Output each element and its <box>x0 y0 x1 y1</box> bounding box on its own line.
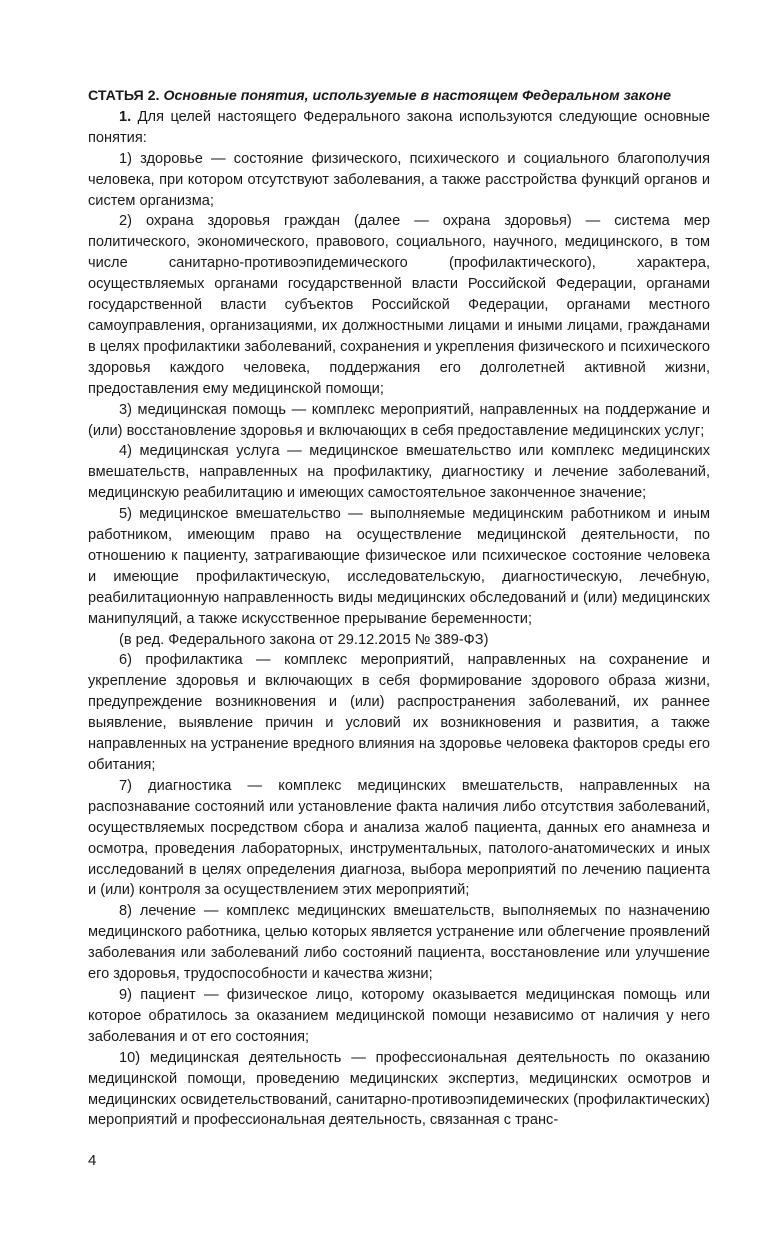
definition-prevention: 6) профилактика — комплекс мероприятий, направленных на сохранение и укрепление здоровья и включающих в себя формирование здорового образа жизни, предупреждение возникновения и (или) распространения заболеваний, их раннее выявление, выявление причин и условий их возникновения и развития, а также направленных на устранение вредного влияния на здоровье человека факторов среды его обитания; <box>88 652 710 773</box>
paragraph-text: Для целей настоящего Федерального закона используются следующие основные понятия: <box>88 108 711 146</box>
article-heading <box>88 86 710 107</box>
article-label: СТАТЬЯ 2. <box>88 88 160 104</box>
paragraph-number: 1. <box>119 108 132 125</box>
page-number: 4 <box>88 1152 97 1169</box>
definition-patient: 9) пациент — физическое лицо, которому оказывается медицинская помощь или которое обратилось за оказанием медицинской помощи независимо от наличия у него заболевания и от его состояния; <box>88 986 710 1045</box>
definition-medical-activity: 10) медицинская деятельность — профессиональная деятельность по оказанию медицинской помощи, проведению медицинских экспертиз, медицинских осмотров и медицинских освидетельствований, санитарно-противоэпидемических (профилактических) мероприятий и профессиональная деятельность, связанная с транс- <box>88 1049 710 1129</box>
document-page <box>88 86 710 1131</box>
article-title: Основные понятия, используемые в настоящем Федеральном законе <box>163 88 671 104</box>
definition-medical-service: 4) медицинская услуга — медицинское вмешательство или комплекс медицинских вмешательств, направленных на профилактику, диагностику и лечение заболеваний, медицинскую реабилитацию и имеющих самостоятельное законченное значение; <box>88 443 710 502</box>
paragraph-1 <box>88 107 710 149</box>
definition-treatment: 8) лечение — комплекс медицинских вмешательств, выполняемых по назначению медицинского работника, целью которых является устранение или облегчение проявлений заболевания или заболеваний либо состояний пациента, восстановление или улучшение его здоровья, трудоспособности и качества жизни; <box>88 903 710 983</box>
definition-medical-care: 3) медицинская помощь — комплекс мероприятий, направленных на поддержание и (или) восстановление здоровья и включающих в себя предоставление медицинских услуг; <box>88 401 710 439</box>
definition-health-protection: 2) охрана здоровья граждан (далее — охрана здоровья) — система мер политического, экономического, правового, социального, научного, медицинского, в том числе санитарно-противоэпидемического (профилактического), характера, осуществляемых органами государственной власти Российской Федерации, органами государственной власти субъектов Российской Федерации, органами местного самоуправления, организациями, их должностными лицами и иными лицами, гражданами в целях профилактики заболеваний, сохранения и укрепления физического и психического здоровья каждого человека, поддержания его долголетней активной жизни, предоставления ему медицинской помощи; <box>88 213 710 397</box>
definition-health: 1) здоровье — состояние физического, психического и социального благополучия человека, при котором отсутствуют заболевания, а также расстройства функций органов и систем организма; <box>88 150 710 209</box>
definition-diagnostics: 7) диагностика — комплекс медицинских вмешательств, направленных на распознавание состояний или установление факта наличия либо отсутствия заболеваний, осуществляемых посредством сбора и анализа жалоб пациента, данных его анамнеза и осмотра, проведения лабораторных, инструментальных, патолого-анатомических и иных исследований в целях определения диагноза, выбора мероприятий по лечению пациента и (или) контроля за осуществлением этих мероприятий; <box>88 777 710 899</box>
definition-medical-intervention: 5) медицинское вмешательство — выполняемые медицинским работником и иным работником, имеющим право на осуществление медицинской деятельности, по отношению к пациенту, затрагивающие физическое или психическое состояние человека и имеющие профилактическую, исследовательскую, диагностическую, лечебную, реабилитационную направленность виды медицинских обследований и (или) медицинских манипуляций, а также искусственное прерывание беременности; <box>88 506 710 627</box>
amendment-note: (в ред. Федерального закона от 29.12.2015 № 389-ФЗ) <box>119 631 489 648</box>
